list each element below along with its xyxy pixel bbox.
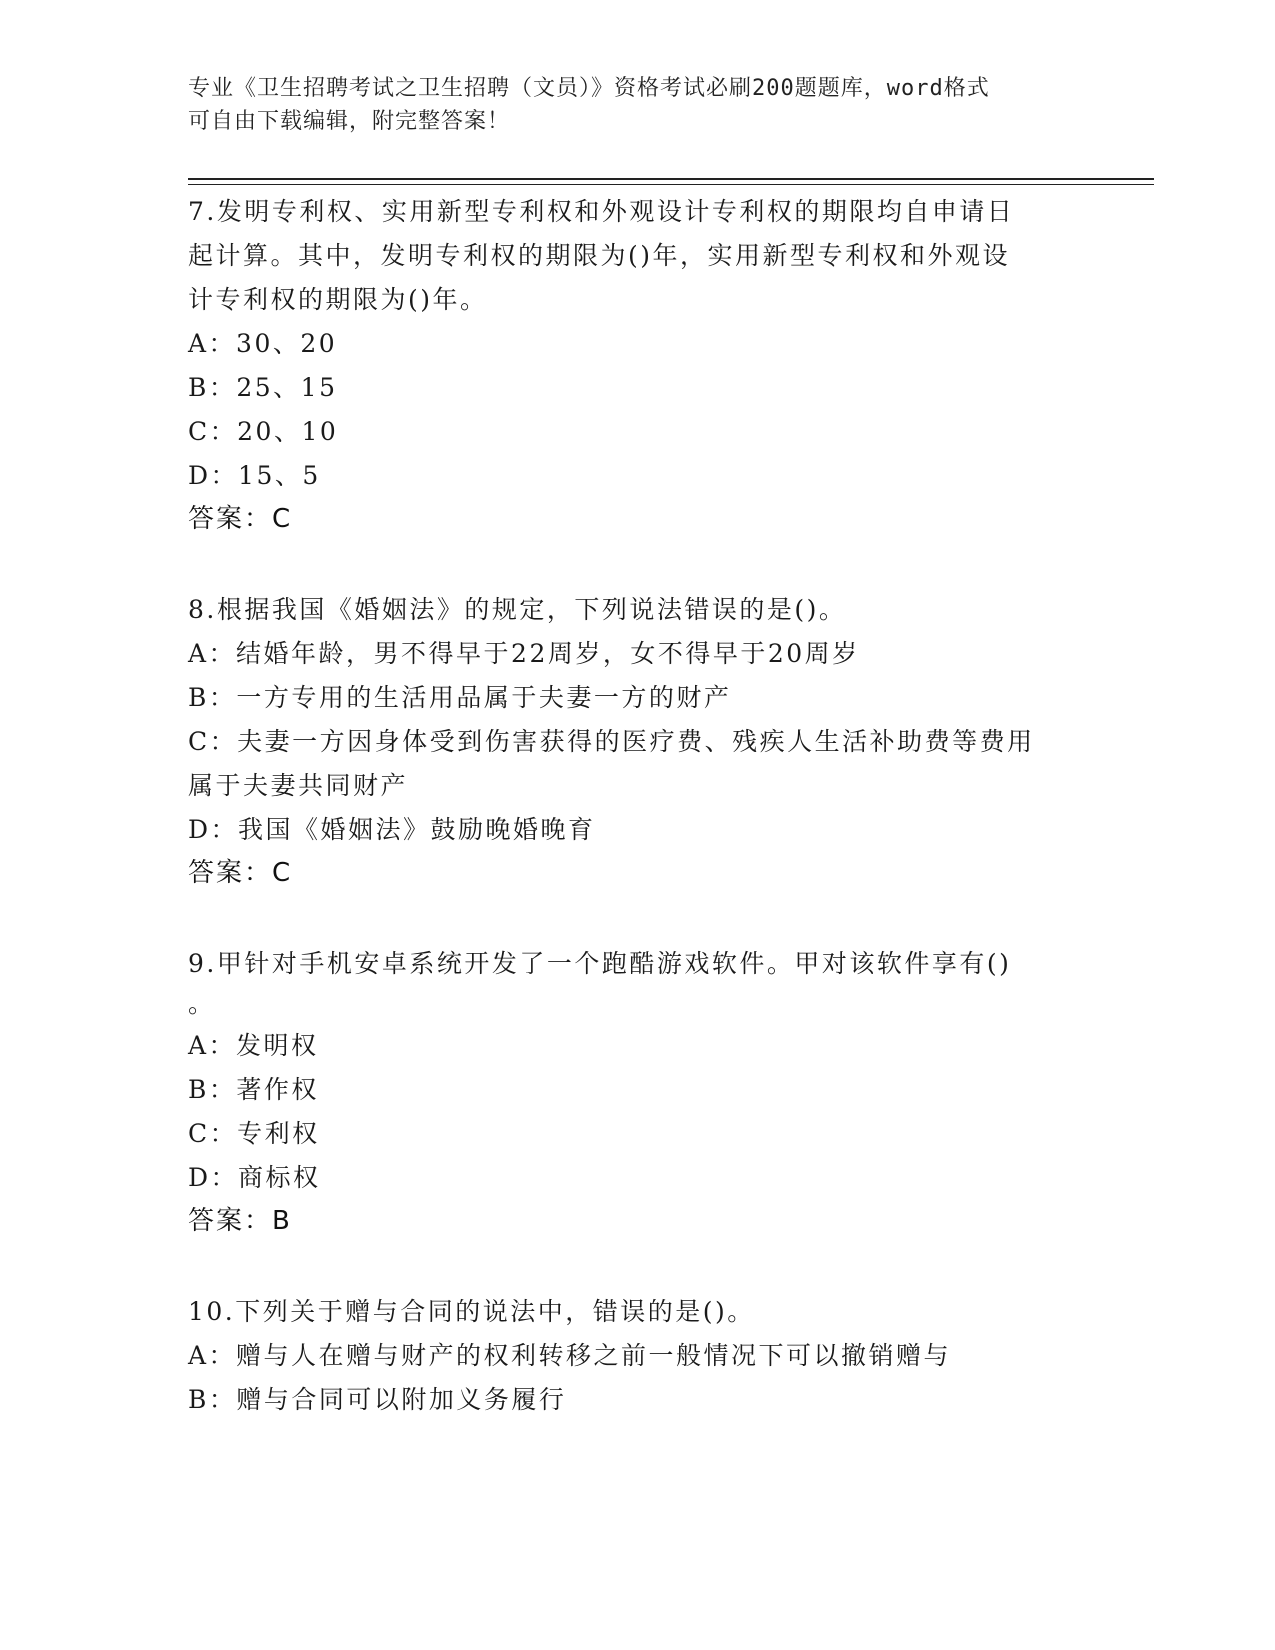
header-line-2: 可自由下载编辑，附完整答案！ <box>188 109 511 134</box>
question-7-stem-line-2: 起计算。其中，发明专利权的期限为()年，实用新型专利权和外观设 <box>188 241 1011 270</box>
header-divider-thin <box>188 184 1154 185</box>
question-8-option-c-continued: 属于夫妻共同财产 <box>188 771 409 800</box>
header-divider <box>188 178 1154 180</box>
document-header <box>188 72 1088 138</box>
question-10-option-b: B：赠与合同可以附加义务履行 <box>188 1385 567 1414</box>
question-7-option-c: C：20、10 <box>188 417 339 446</box>
header-line-1: 专业《卫生招聘考试之卫生招聘（文员）》资格考试必刷200题题库，word格式 <box>188 76 990 101</box>
question-7-stem-line-1: 7.发明专利权、实用新型专利权和外观设计专利权的期限均自申请日 <box>188 197 1015 226</box>
question-8-option-c: C：夫妻一方因身体受到伤害获得的医疗费、残疾人生活补助费等费用 <box>188 727 1035 756</box>
question-9-answer: 答案：B <box>188 1206 292 1236</box>
question-10-stem: 10.下列关于赠与合同的说法中，错误的是()。 <box>188 1297 755 1326</box>
question-7-option-a: A：30、20 <box>188 329 338 358</box>
question-9-option-a: A：发明权 <box>188 1031 319 1060</box>
question-7-answer: 答案：C <box>188 504 293 534</box>
question-8-option-b: B：一方专用的生活用品属于夫妻一方的财产 <box>188 683 732 712</box>
question-9-option-c: C：专利权 <box>188 1119 320 1148</box>
question-9-stem-line-2: 。 <box>188 989 216 1018</box>
question-8-answer: 答案：C <box>188 858 293 888</box>
question-8-option-d: D：我国《婚姻法》鼓励晚婚晚育 <box>188 815 596 844</box>
question-8-stem: 8.根据我国《婚姻法》的规定，下列说法错误的是()。 <box>188 595 847 624</box>
question-7-option-b: B：25、15 <box>188 373 338 402</box>
question-7-stem-line-3: 计专利权的期限为()年。 <box>188 285 488 314</box>
question-9-option-b: B：著作权 <box>188 1075 319 1104</box>
question-7-option-d: D：15、5 <box>188 461 321 490</box>
question-10-option-a: A：赠与人在赠与财产的权利转移之前一般情况下可以撤销赠与 <box>188 1341 952 1370</box>
question-8-option-a: A：结婚年龄，男不得早于22周岁，女不得早于20周岁 <box>188 639 860 668</box>
question-9-option-d: D：商标权 <box>188 1163 321 1192</box>
question-9-stem-line-1: 9.甲针对手机安卓系统开发了一个跑酷游戏软件。甲对该软件享有() <box>188 949 1012 978</box>
